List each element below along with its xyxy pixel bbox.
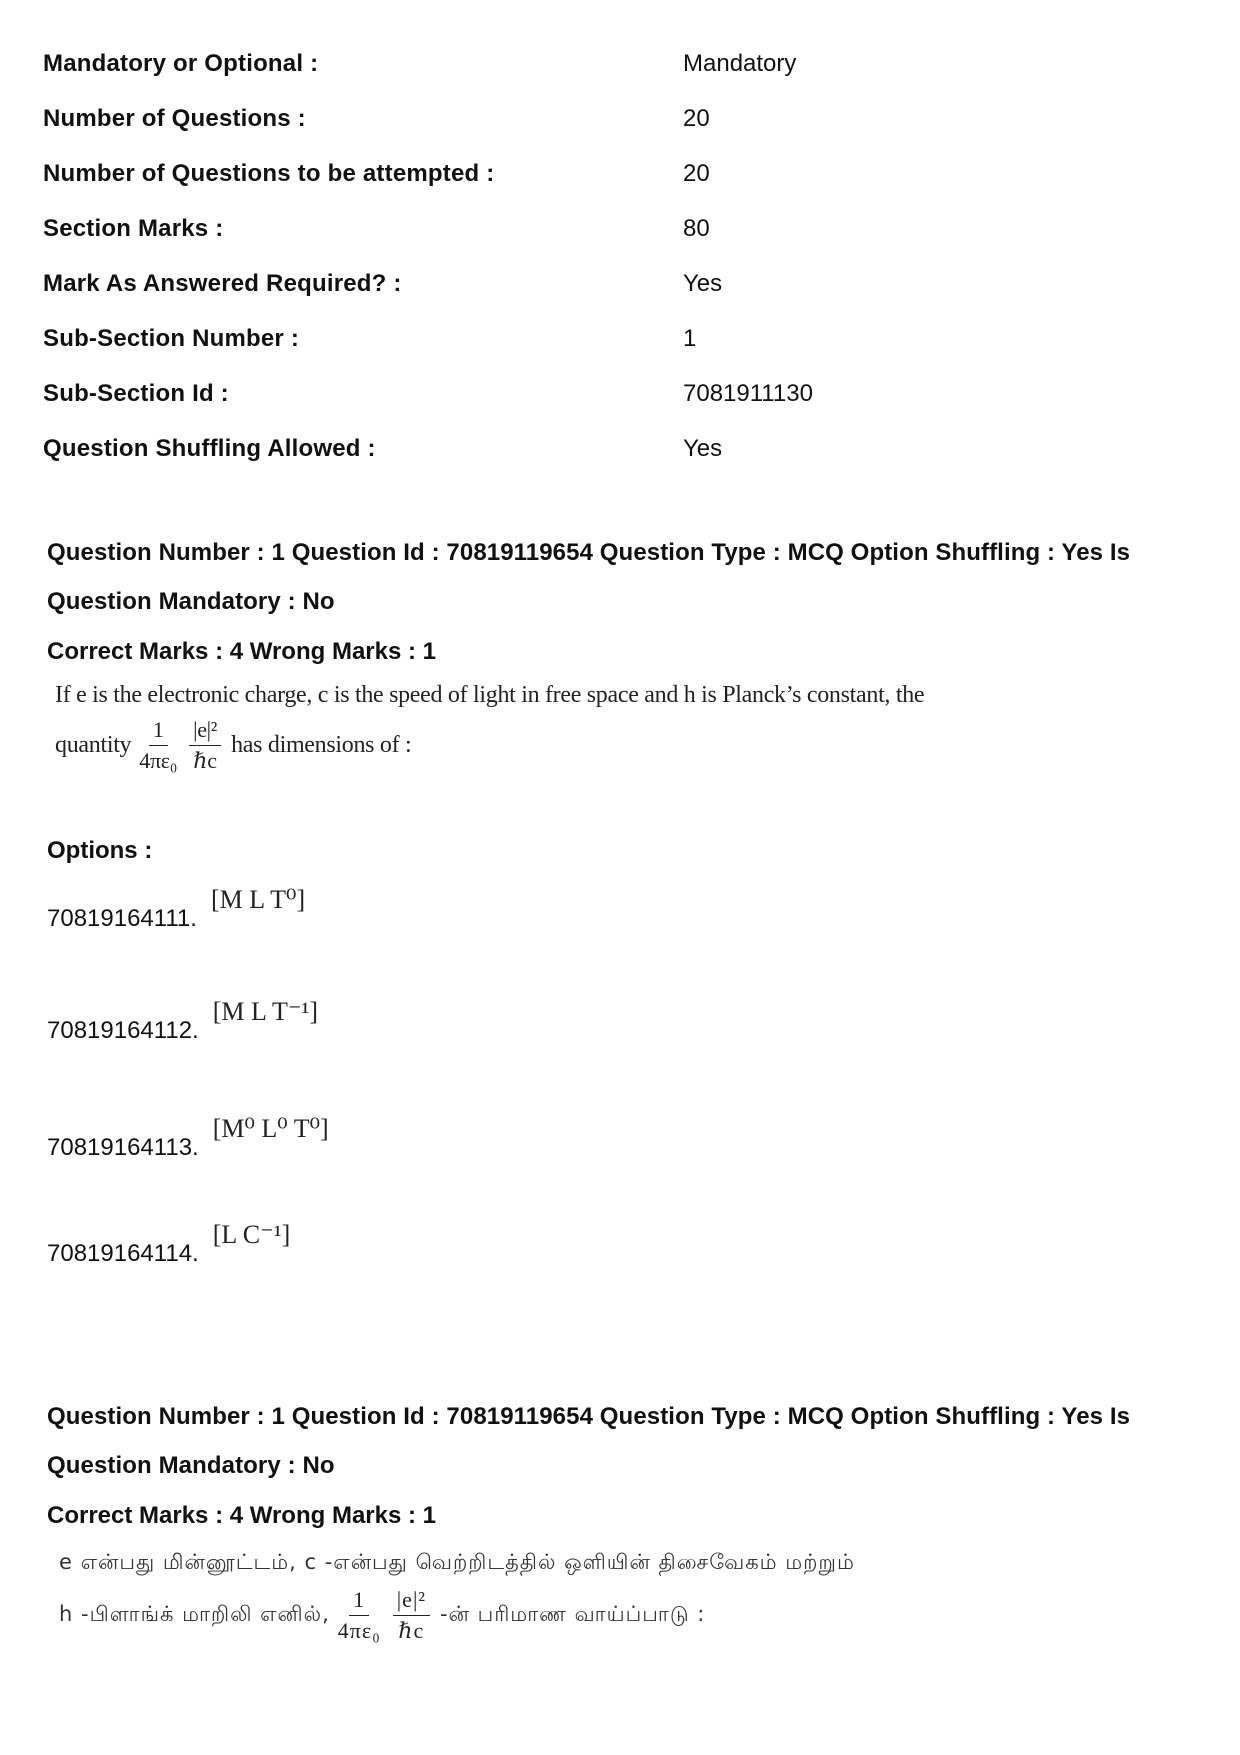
option-id: 70819164113. — [47, 1134, 199, 1161]
fraction-numerator: 1 — [349, 1587, 369, 1616]
option-text: [L C⁻¹] — [212, 1220, 291, 1249]
meta-row — [43, 366, 1193, 421]
option-text: [M L T⁰] — [210, 885, 306, 914]
option-item[interactable] — [47, 885, 306, 932]
question-text-line2 — [59, 1587, 1207, 1644]
meta-label: Section Marks : — [43, 214, 224, 242]
meta-value: 80 — [683, 214, 710, 242]
meta-row — [43, 91, 1193, 146]
meta-value: 20 — [683, 104, 710, 132]
meta-value: 7081911130 — [683, 379, 813, 407]
option-text: [M L T⁻¹] — [212, 997, 319, 1026]
question-tamil — [47, 1392, 1207, 1644]
fraction-denominator: ℏc — [193, 748, 217, 773]
question-header: Question Number : 1 Question Id : 70819119654 Question Type : MCQ Option Shuffling : Yes Is — [47, 1403, 1131, 1430]
fraction-denominator: 4πε₀ — [139, 748, 178, 773]
fraction-numerator: |e|² — [189, 717, 221, 746]
option-item[interactable] — [47, 997, 319, 1044]
option-text: [M⁰ L⁰ T⁰] — [212, 1114, 329, 1143]
fraction-one-over-4pi-epsilon — [135, 717, 181, 774]
option-id: 70819164111. — [47, 905, 197, 932]
fraction-one-over-4pi-epsilon — [334, 1587, 385, 1644]
meta-value: Yes — [683, 269, 723, 297]
meta-label: Question Shuffling Allowed : — [43, 434, 376, 462]
option-id: 70819164112. — [47, 1017, 199, 1044]
fraction-denominator: ℏc — [398, 1618, 425, 1643]
meta-row — [43, 421, 1193, 476]
meta-row — [43, 201, 1193, 256]
question-marks: Correct Marks : 4 Wrong Marks : 1 — [47, 1502, 437, 1529]
option-item[interactable] — [47, 1220, 291, 1267]
question-text-suffix: -ன் பரிமாண வாய்ப்பாடு : — [439, 1602, 706, 1626]
question-text-suffix: has dimensions of : — [231, 732, 412, 758]
question-mandatory: Question Mandatory : No — [47, 588, 335, 615]
question-text-prefix: quantity — [55, 732, 132, 758]
question-text-line1: If e is the electronic charge, c is the speed of light in free space and h is Planck’s constant, the — [55, 682, 925, 708]
fraction-denominator: 4πε₀ — [337, 1618, 381, 1643]
meta-value: 1 — [683, 324, 697, 352]
question-english — [47, 528, 1207, 774]
meta-value: 20 — [683, 159, 710, 187]
meta-row — [43, 256, 1193, 311]
meta-label: Sub-Section Id : — [43, 379, 229, 407]
question-header: Question Number : 1 Question Id : 70819119654 Question Type : MCQ Option Shuffling : Yes Is — [47, 539, 1131, 566]
meta-label: Number of Questions to be attempted : — [43, 159, 495, 187]
section-meta-table — [43, 36, 1193, 476]
options-label: Options : — [47, 837, 153, 864]
meta-row — [43, 311, 1193, 366]
meta-value: Mandatory — [683, 49, 797, 77]
fraction-numerator: 1 — [149, 717, 168, 746]
question-text-prefix: h -பிளாங்க் மாறிலி எனில், — [59, 1602, 330, 1626]
meta-label: Mark As Answered Required? : — [43, 269, 402, 297]
meta-row — [43, 36, 1193, 91]
meta-row — [43, 146, 1193, 201]
meta-label: Mandatory or Optional : — [43, 49, 319, 77]
fraction-e-squared-over-hbar-c — [189, 717, 221, 774]
option-id: 70819164114. — [47, 1240, 199, 1267]
fraction-e-squared-over-hbar-c — [393, 1587, 430, 1644]
meta-value: Yes — [683, 434, 723, 462]
meta-label: Number of Questions : — [43, 104, 306, 132]
question-marks: Correct Marks : 4 Wrong Marks : 1 — [47, 638, 437, 665]
option-item[interactable] — [47, 1114, 329, 1161]
question-mandatory: Question Mandatory : No — [47, 1452, 335, 1479]
fraction-numerator: |e|² — [393, 1587, 430, 1616]
question-text-line2 — [55, 717, 1207, 774]
question-text-line1: e என்பது மின்னூட்டம், c -என்பது வெற்றிடத்தில் ஒளியின் திசைவேகம் மற்றும் — [59, 1550, 855, 1574]
meta-label: Sub-Section Number : — [43, 324, 300, 352]
